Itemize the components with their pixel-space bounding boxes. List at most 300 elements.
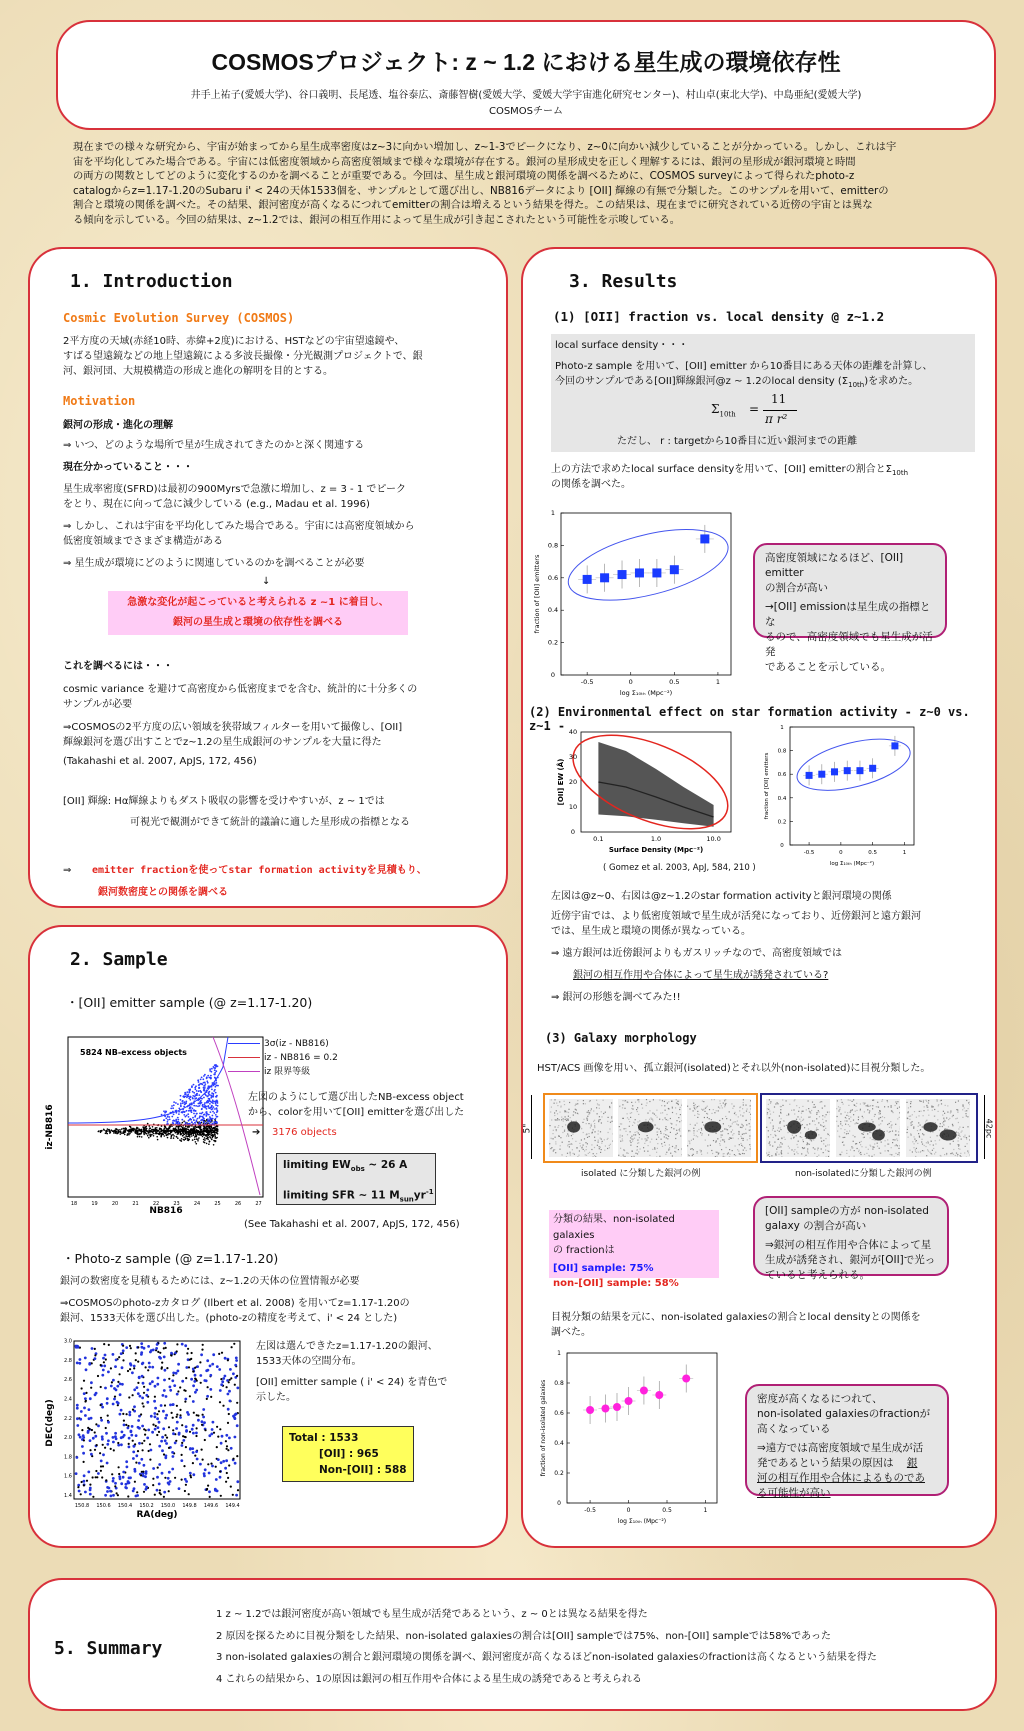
noise-pixel [958,1148,959,1149]
noise-pixel [668,1108,669,1109]
galaxy-image [906,1099,970,1157]
data-point [145,1128,147,1130]
y-axis-label: fraction of [OII] emitters [533,554,541,634]
noise-pixel [620,1123,621,1124]
noise-pixel [692,1148,693,1149]
oii-galaxy-point [90,1417,93,1420]
noise-pixel [595,1156,596,1157]
noise-pixel [919,1136,920,1137]
noise-pixel [793,1151,794,1152]
r3-title: (3) Galaxy morphology [545,1031,697,1045]
noise-pixel [734,1154,735,1155]
noise-pixel [572,1138,573,1139]
noise-pixel [887,1100,888,1101]
noise-pixel [586,1146,587,1147]
noise-pixel [910,1116,911,1117]
galaxy-point [172,1374,174,1376]
noise-pixel [701,1135,702,1136]
noise-pixel [838,1106,839,1107]
data-point [163,1131,165,1133]
oii-galaxy-point [163,1342,166,1345]
excess-point [197,1080,199,1082]
noise-pixel [766,1153,767,1154]
excess-point [189,1099,191,1101]
noise-pixel [944,1119,945,1120]
noise-pixel [923,1150,924,1151]
excess-point [194,1096,196,1098]
noise-pixel [670,1153,671,1154]
data-point [188,1134,190,1136]
data-point [183,1134,185,1136]
noise-pixel [701,1129,702,1130]
noise-pixel [559,1119,560,1120]
galaxy-point [97,1375,99,1377]
data-point [115,1128,117,1130]
galaxy-point [157,1467,159,1469]
noise-pixel [769,1143,770,1144]
oii-galaxy-point [203,1421,206,1424]
noise-pixel [848,1124,849,1125]
noise-pixel [611,1102,612,1103]
excess-point [177,1119,179,1121]
excess-point [207,1075,209,1077]
oii-galaxy-point [108,1487,111,1490]
noise-pixel [693,1149,694,1150]
noise-pixel [649,1119,650,1120]
noise-pixel [843,1145,844,1146]
excess-point [205,1095,207,1097]
noise-pixel [928,1102,929,1103]
data-point [171,1131,173,1133]
oii-galaxy-point [89,1439,92,1442]
oii-galaxy-point [113,1398,116,1401]
galaxy-point [220,1495,222,1497]
oii-galaxy-point [142,1382,145,1385]
noise-pixel [750,1108,751,1109]
oii-galaxy-point [167,1477,170,1480]
excess-point [171,1116,173,1118]
galaxy-point [105,1358,107,1360]
data-point [170,1137,172,1139]
noise-pixel [817,1156,818,1157]
noise-pixel [942,1126,943,1127]
noise-pixel [961,1132,962,1133]
abstract-line: 現在までの様々な研究から、宇宙が始まってから星生成率密度はz~3に向かい増加し、z~1-3でピークになり、z~0に向かい減少していることが分かっている。しかし、これは宇 [73,141,897,153]
noise-pixel [796,1105,797,1106]
noise-pixel [581,1128,582,1129]
noise-pixel [634,1123,635,1124]
noise-pixel [607,1139,608,1140]
data-point [167,1129,169,1131]
noise-pixel [639,1134,640,1135]
noise-pixel [899,1152,900,1153]
galaxy-point [226,1386,228,1388]
callout-dense [753,543,947,673]
noise-pixel [919,1111,920,1112]
r2-text2: 近傍宇宙では、より低密度領域で星生成が活発になっており、近傍銀河と遠方銀河 [551,911,921,922]
noise-pixel [644,1138,645,1139]
excess-point [210,1075,212,1077]
oii-galaxy-point [112,1494,115,1497]
noise-pixel [823,1126,824,1127]
team: COSMOSチーム [488,106,564,117]
scale-right-label: 42pc [984,1118,994,1139]
noise-pixel [660,1113,661,1114]
excess-point [192,1095,194,1097]
oii-galaxy-point [145,1470,148,1473]
noise-pixel [682,1104,683,1105]
galaxy-point [129,1368,131,1370]
galaxy-point [83,1380,85,1382]
noise-pixel [551,1138,552,1139]
noise-pixel [863,1102,864,1103]
galaxy-point [122,1359,124,1361]
noise-pixel [810,1140,811,1141]
noise-pixel [702,1101,703,1102]
oii-galaxy-point [197,1419,200,1422]
excess-point [175,1102,177,1104]
x-tick-label: 149.8 [182,1503,197,1509]
galaxy-point [85,1400,87,1402]
oii-galaxy-point [120,1443,123,1446]
oii-galaxy-point [163,1356,166,1359]
oii-galaxy-point [121,1383,124,1386]
oii-galaxy-point [156,1383,159,1386]
noise-pixel [937,1135,938,1136]
summary-item: 4 これらの結果から、1の原因は銀河の相互作用や合体による星生成の誘発であると考えられる [216,1673,642,1685]
noise-pixel [768,1154,769,1155]
noise-pixel [583,1149,584,1150]
excess-point [185,1101,187,1103]
noise-pixel [794,1113,795,1114]
noise-pixel [680,1135,681,1136]
data-point [186,1134,188,1136]
galaxy-blob [940,1130,957,1141]
noise-pixel [928,1115,929,1116]
excess-point [176,1121,178,1123]
oii-galaxy-point [154,1407,157,1410]
galaxy-point [176,1350,178,1352]
data-point [101,1130,103,1132]
y-tick-label: 0.6 [554,1410,564,1417]
noise-pixel [632,1105,633,1106]
noise-pixel [698,1106,699,1107]
noise-pixel [783,1120,784,1121]
noise-pixel [812,1102,813,1103]
noise-pixel [922,1126,923,1127]
noise-pixel [583,1103,584,1104]
noise-pixel [918,1115,919,1116]
noise-pixel [638,1099,639,1100]
noise-pixel [722,1135,723,1136]
galaxy-point [117,1381,119,1383]
oii-galaxy-point [87,1471,90,1474]
noise-pixel [963,1136,964,1137]
excess-point [169,1119,171,1121]
noise-pixel [727,1129,728,1130]
noise-pixel [773,1112,774,1113]
noise-pixel [694,1107,695,1108]
noise-pixel [635,1102,636,1103]
excess-point [194,1116,196,1118]
noise-pixel [708,1134,709,1135]
noise-pixel [816,1112,817,1113]
oii-galaxy-point [116,1385,119,1388]
galaxy-point [101,1476,103,1478]
noise-pixel [940,1155,941,1156]
noise-pixel [746,1150,747,1151]
excess-point [177,1123,179,1125]
s2-text1: 銀河の数密度を見積もるためには、z~1.2の天体の位置情報が必要 [60,1276,360,1287]
noise-pixel [631,1156,632,1157]
noise-pixel [853,1099,854,1100]
noise-pixel [733,1122,734,1123]
noise-pixel [897,1145,898,1146]
noise-pixel [952,1125,953,1126]
galaxy-point [89,1484,91,1486]
galaxy-point [95,1470,97,1472]
pbox-non-oii: non-[OII] sample: 58% [553,1278,679,1289]
noise-pixel [895,1145,896,1146]
galaxy-point [133,1367,135,1369]
limit-ew-label: limiting EW [283,1159,351,1171]
x-tick-label: 150.6 [96,1503,111,1509]
box3-end: )を求めた。 [864,376,919,387]
excess-point [165,1117,167,1119]
noise-pixel [589,1152,590,1153]
noise-pixel [822,1115,823,1116]
noise-pixel [590,1127,591,1128]
data-point [196,1136,198,1138]
excess-point [195,1088,197,1090]
noise-pixel [693,1103,694,1104]
noise-pixel [744,1153,745,1154]
data-point [139,1130,141,1132]
excess-point [194,1098,196,1100]
noise-pixel [845,1124,846,1125]
noise-pixel [609,1107,610,1108]
excess-point [209,1094,211,1096]
oii-galaxy-point [112,1436,115,1439]
excess-point [210,1095,212,1097]
excess-point [217,1065,219,1067]
noise-pixel [668,1136,669,1137]
excess-point [211,1068,213,1070]
noise-pixel [828,1134,829,1135]
abstract-line: 割合と環境の関係を調べた。その結果、銀河密度が高くなるにつれてemitterの割合は増えるという結果を得た。この結果は、現在までに研究されている近傍の宇宙とは異な [73,199,873,211]
noise-pixel [743,1150,744,1151]
galaxy-point [137,1450,139,1452]
data-point [682,1375,690,1383]
noise-pixel [666,1137,667,1138]
oii-galaxy-point [106,1402,109,1405]
noise-pixel [675,1134,676,1135]
noise-pixel [798,1111,799,1112]
oii-galaxy-point [220,1461,223,1464]
noise-pixel [775,1103,776,1104]
formula-eq: = [749,402,760,416]
excess-point [190,1106,192,1108]
excess-point [200,1100,202,1102]
oii-galaxy-point [89,1397,92,1400]
noise-pixel [809,1144,810,1145]
galaxy-point [104,1447,106,1449]
galaxy-point [219,1401,221,1403]
galaxy-point [159,1492,161,1494]
noise-pixel [563,1121,564,1122]
noise-pixel [869,1110,870,1111]
oii-galaxy-point [132,1457,135,1460]
excess-point [206,1080,208,1082]
galaxy-point [147,1369,149,1371]
noise-pixel [690,1124,691,1125]
galaxy-point [154,1396,156,1398]
excess-point [192,1097,194,1099]
s1-text1: 左図のようにして選び出したNB-excess object [248,1092,464,1103]
noise-pixel [850,1112,851,1113]
oii-galaxy-point [154,1428,157,1431]
noise-pixel [598,1133,599,1134]
oii-galaxy-point [168,1471,171,1474]
x-tick-label: 1 [715,678,720,686]
intro-m3: 現在分かっていること・・・ [63,462,193,473]
noise-pixel [588,1112,589,1113]
noise-pixel [775,1153,776,1154]
excess-point [179,1122,181,1124]
noise-pixel [782,1099,783,1100]
oii-galaxy-point [128,1411,131,1414]
galaxy-point [152,1478,154,1480]
data-point [173,1128,175,1130]
noise-pixel [742,1115,743,1116]
noise-pixel [711,1113,712,1114]
x-tick-label: -0.5 [580,678,594,686]
intro-m11: サンプルが必要 [63,699,133,710]
data-point [120,1132,122,1134]
oii-galaxy-point [125,1483,128,1486]
oii-galaxy-point [229,1368,232,1371]
excess-point [216,1122,218,1124]
noise-pixel [571,1144,572,1145]
oii-galaxy-point [220,1442,223,1445]
noise-pixel [869,1112,870,1113]
oii-galaxy-point [154,1385,157,1388]
noise-pixel [944,1154,945,1155]
oii-galaxy-point [113,1387,116,1390]
noise-pixel [843,1104,844,1105]
noise-pixel [965,1113,966,1114]
noise-pixel [770,1134,771,1135]
excess-point [187,1095,189,1097]
noise-pixel [713,1140,714,1141]
noise-pixel [641,1104,642,1105]
galaxy-point [191,1352,193,1354]
total-line: Total : 1533 [289,1432,359,1444]
noise-pixel [869,1132,870,1133]
noise-pixel [609,1128,610,1129]
formula-lhs [711,402,736,418]
noise-pixel [622,1104,623,1105]
noise-pixel [855,1111,856,1112]
excess-point [210,1078,212,1080]
noise-pixel [622,1100,623,1101]
formula [711,392,831,432]
noise-pixel [726,1118,727,1119]
excess-point [201,1102,203,1104]
noise-pixel [608,1117,609,1118]
noise-pixel [679,1109,680,1110]
noise-pixel [839,1136,840,1137]
y-tick-label: 0.8 [777,748,787,755]
excess-point [206,1114,208,1116]
data-point [204,1137,206,1139]
noise-pixel [923,1100,924,1101]
excess-point [185,1102,187,1104]
noise-pixel [570,1154,571,1155]
noise-pixel [737,1120,738,1121]
noise-pixel [603,1113,604,1114]
galaxy-point [161,1366,163,1368]
noise-pixel [737,1149,738,1150]
x-tick-label: 0.5 [868,850,878,856]
oii-galaxy-point [163,1379,166,1382]
oii-galaxy-point [225,1459,228,1462]
noise-pixel [568,1144,569,1145]
oii-galaxy-point [208,1490,211,1493]
noise-pixel [657,1134,658,1135]
noise-pixel [806,1144,807,1145]
noise-pixel [897,1140,898,1141]
noise-pixel [956,1132,957,1133]
noise-pixel [666,1152,667,1153]
noise-pixel [782,1105,783,1106]
noise-pixel [824,1126,825,1127]
noise-pixel [871,1119,872,1120]
r1-text1-main: 上の方法で求めたlocal surface densityを用いて、[OII] emitterの割合とΣ [551,464,892,475]
noise-pixel [864,1111,865,1112]
oii-galaxy-point [141,1397,144,1400]
excess-point [210,1120,212,1122]
noise-pixel [938,1111,939,1112]
limit-ew-sub: obs [350,1165,365,1174]
noise-pixel [953,1115,954,1116]
oii-galaxy-point [137,1392,140,1395]
noise-pixel [821,1125,822,1126]
noise-pixel [672,1146,673,1147]
noise-pixel [910,1103,911,1104]
data-point [216,1137,218,1139]
noise-pixel [562,1142,563,1143]
noise-pixel [738,1131,739,1132]
excess-point [184,1101,186,1103]
oii-galaxy-point [141,1375,144,1378]
noise-pixel [718,1110,719,1111]
noise-pixel [662,1100,663,1101]
oii-galaxy-point [156,1476,159,1479]
oii-galaxy-point [162,1427,165,1430]
noise-pixel [733,1133,734,1134]
noise-pixel [952,1124,953,1125]
noise-pixel [820,1137,821,1138]
oii-galaxy-point [199,1463,202,1466]
data-point [140,1133,142,1135]
noise-pixel [829,1135,830,1136]
galaxy-point [207,1485,209,1487]
noise-pixel [914,1139,915,1140]
noise-pixel [725,1116,726,1117]
data-point [178,1126,180,1128]
galaxy-blob [858,1122,876,1131]
